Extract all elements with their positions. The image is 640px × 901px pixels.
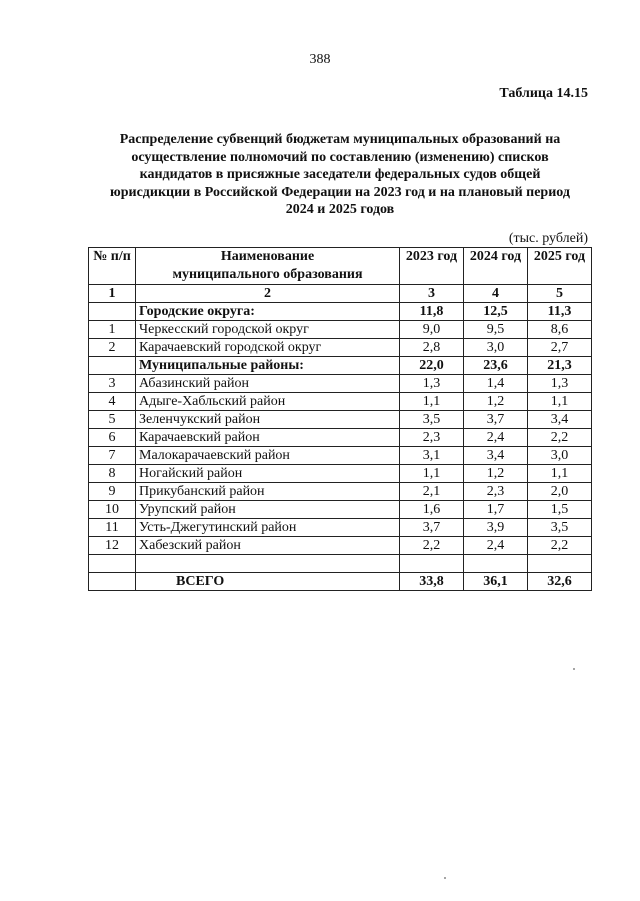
row-value-2023: 3,7 (400, 519, 464, 537)
row-value-2025: 2,0 (528, 483, 592, 501)
row-value-2025: 3,4 (528, 411, 592, 429)
column-number: 2 (136, 285, 400, 303)
row-value-2025: 8,6 (528, 321, 592, 339)
blank-cell (464, 555, 528, 573)
row-value-2025: 21,3 (528, 357, 592, 375)
row-value-2023: 9,0 (400, 321, 464, 339)
row-num: 11 (89, 519, 136, 537)
row-name: Муниципальные районы: (136, 357, 400, 375)
blank-row (89, 555, 592, 573)
header-row (89, 248, 592, 285)
table-row (89, 465, 592, 483)
row-value-2024: 2,3 (464, 483, 528, 501)
table-row (89, 411, 592, 429)
row-name: Городские округа: (136, 303, 400, 321)
row-num: 6 (89, 429, 136, 447)
row-value-2025: 3,0 (528, 447, 592, 465)
row-value-2023: 3,1 (400, 447, 464, 465)
row-num: 10 (89, 501, 136, 519)
blank-cell (528, 555, 592, 573)
row-num: 8 (89, 465, 136, 483)
row-value-2024: 1,2 (464, 465, 528, 483)
header-num: № п/п (89, 248, 136, 285)
total-label: ВСЕГО (136, 573, 400, 591)
column-number-row (89, 285, 592, 303)
row-num (89, 303, 136, 321)
header-2023: 2023 год (400, 248, 464, 285)
row-value-2024: 3,7 (464, 411, 528, 429)
blank-cell (400, 555, 464, 573)
title-line: 2024 и 2025 годов (285, 202, 395, 217)
row-value-2023: 1,6 (400, 501, 464, 519)
row-value-2023: 2,2 (400, 537, 464, 555)
table-row (89, 375, 592, 393)
row-value-2023: 1,1 (400, 393, 464, 411)
row-num (89, 357, 136, 375)
row-num: 9 (89, 483, 136, 501)
header-2024: 2024 год (464, 248, 528, 285)
row-value-2025: 11,3 (528, 303, 592, 321)
row-value-2024: 9,5 (464, 321, 528, 339)
row-value-2023: 1,1 (400, 465, 464, 483)
row-value-2025: 2,7 (528, 339, 592, 357)
title-line: осуществление полномочий по составлению (изменению) списков (131, 149, 549, 165)
table-row (89, 537, 592, 555)
total-num (89, 573, 136, 591)
row-num: 12 (89, 537, 136, 555)
row-name: Зеленчукский район (136, 411, 400, 429)
row-value-2023: 22,0 (400, 357, 464, 375)
table-row (89, 501, 592, 519)
header-2025: 2025 год (528, 248, 592, 285)
row-value-2023: 2,3 (400, 429, 464, 447)
total-value-2025: 32,6 (528, 573, 592, 591)
row-value-2023: 1,3 (400, 375, 464, 393)
blank-cell (89, 555, 136, 573)
row-value-2025: 2,2 (528, 537, 592, 555)
title-line: кандидатов в присяжные заседатели федеральных судов общей (139, 167, 541, 182)
row-value-2023: 11,8 (400, 303, 464, 321)
row-value-2025: 1,3 (528, 375, 592, 393)
row-value-2025: 1,1 (528, 393, 592, 411)
row-num: 1 (89, 321, 136, 339)
row-name: Хабезский район (136, 537, 400, 555)
row-name: Урупский район (136, 501, 400, 519)
row-value-2024: 1,2 (464, 393, 528, 411)
blank-cell (136, 555, 400, 573)
row-value-2025: 1,5 (528, 501, 592, 519)
row-name: Усть-Джегутинский район (136, 519, 400, 537)
table-row (89, 483, 592, 501)
row-value-2023: 2,8 (400, 339, 464, 357)
row-num: 5 (89, 411, 136, 429)
scan-speck (573, 668, 575, 670)
table-row (89, 429, 592, 447)
row-value-2025: 1,1 (528, 465, 592, 483)
row-value-2023: 2,1 (400, 483, 464, 501)
table-row (89, 303, 592, 321)
row-value-2024: 3,9 (464, 519, 528, 537)
column-number: 4 (464, 285, 528, 303)
column-number: 5 (528, 285, 592, 303)
row-num: 3 (89, 375, 136, 393)
row-name: Малокарачаевский район (136, 447, 400, 465)
column-number: 1 (89, 285, 136, 303)
row-value-2024: 3,4 (464, 447, 528, 465)
row-num: 2 (89, 339, 136, 357)
row-name: Карачаевский городской округ (136, 339, 400, 357)
scan-speck (444, 877, 446, 879)
table-row (89, 519, 592, 537)
row-name: Адыге-Хабльский район (136, 393, 400, 411)
row-value-2024: 23,6 (464, 357, 528, 375)
units-note: (тыс. рублей) (508, 231, 588, 246)
total-value-2023: 33,8 (400, 573, 464, 591)
column-number: 3 (400, 285, 464, 303)
row-value-2024: 2,4 (464, 429, 528, 447)
row-value-2024: 1,7 (464, 501, 528, 519)
table-row (89, 357, 592, 375)
title-line: юрисдикции в Российской Федерации на 2023 год и на плановый период (110, 184, 570, 200)
row-name: Ногайский район (136, 465, 400, 483)
row-value-2024: 1,4 (464, 375, 528, 393)
header-name-line2: муниципального образования (172, 267, 363, 282)
row-name: Черкесский городской округ (136, 321, 400, 339)
title-line: Распределение субвенций бюджетам муниципальных образований на (119, 132, 561, 147)
row-num: 4 (89, 393, 136, 411)
row-name: Карачаевский район (136, 429, 400, 447)
total-value-2024: 36,1 (464, 573, 528, 591)
row-name: Прикубанский район (136, 483, 400, 501)
total-row (89, 573, 592, 591)
row-value-2024: 2,4 (464, 537, 528, 555)
row-value-2023: 3,5 (400, 411, 464, 429)
subvention-table (88, 247, 592, 591)
row-name: Абазинский район (136, 375, 400, 393)
table-row (89, 447, 592, 465)
table-row (89, 339, 592, 357)
row-value-2025: 3,5 (528, 519, 592, 537)
header-name-line1: Наименование (220, 249, 315, 264)
table-label: Таблица 14.15 (499, 86, 588, 101)
row-num: 7 (89, 447, 136, 465)
row-value-2025: 2,2 (528, 429, 592, 447)
header-name (136, 248, 400, 285)
page-number: 388 (309, 52, 331, 67)
row-value-2024: 3,0 (464, 339, 528, 357)
document-title (90, 131, 590, 219)
table-row (89, 393, 592, 411)
table-row (89, 321, 592, 339)
row-value-2024: 12,5 (464, 303, 528, 321)
